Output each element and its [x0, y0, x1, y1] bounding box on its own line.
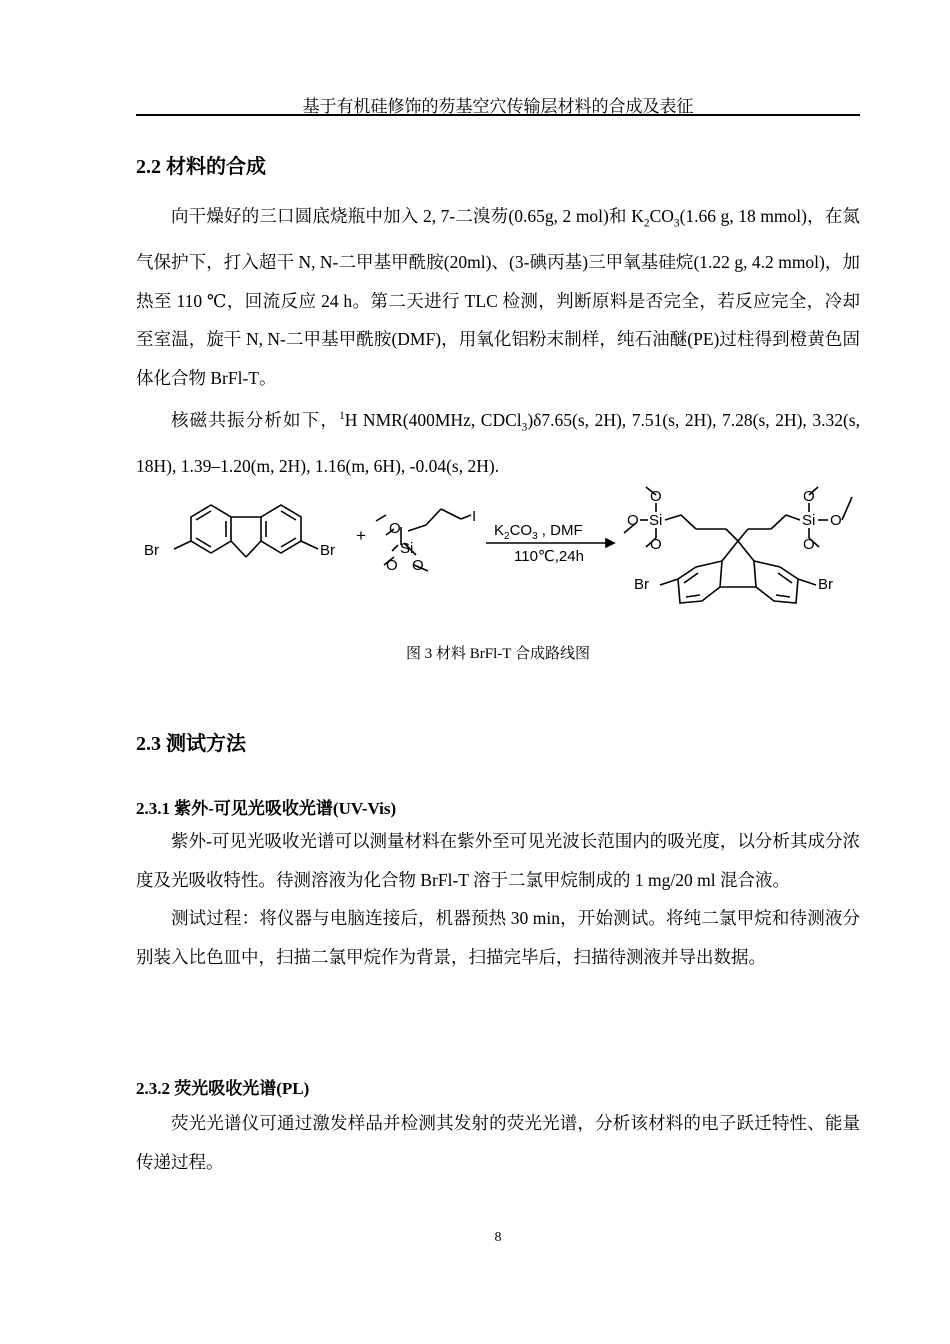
subsection-heading-2-3-1: 2.3.1 紫外-可见光吸收光谱(UV-Vis): [136, 799, 397, 818]
iodine-label: I: [472, 508, 477, 525]
o-label: O: [627, 512, 639, 529]
uv-vis-procedure: 测试过程：将仪器与电脑连接后，机器预热 30 min，开始测试。将纯二氯甲烷和待测液分别装入比色皿中，扫描二氯甲烷作为背景，扫描完毕后，扫描待测液并导出数据。: [136, 908, 860, 967]
o-label: O: [803, 488, 815, 505]
subsection-heading-2-3-2: 2.3.2 荧光吸收光谱(PL): [136, 1079, 310, 1098]
si-label: Si: [649, 512, 663, 529]
uv-vis-paragraphs: [136, 822, 860, 976]
header-rule: [136, 114, 860, 116]
o-label: O: [389, 520, 401, 537]
pl-paragraph: [136, 1104, 860, 1181]
figure-caption: 图 3 材料 BrFl-T 合成路线图: [406, 646, 590, 662]
page-number: 8: [494, 1230, 502, 1245]
section-heading-2-2: 2.2 材料的合成: [136, 156, 266, 178]
pl-intro: 荧光光谱仪可通过激发样品并检测其发射的荧光光谱，分析该材料的电子跃迁特性、能量传递过程。: [136, 1113, 860, 1172]
o-label: O: [803, 536, 815, 553]
reagent-label: $K_2CO_3$ , DMF: [494, 522, 583, 542]
nmr-text: 核磁共振分析如下，$^1$H NMR(400MHz, CDCl$_3$)δ7.65(s, 2H), 7.51(s, 2H), 7.28(s, 2H), 3.32(s, 18H), 1.39–1.20(m, 2H), 1.16(m, 6H), -0.04(s, 2H).: [136, 409, 860, 476]
synthesis-text: 向干燥好的三口圆底烧瓶中加入 2, 7-二溴芴(0.65g, 2 mol)和 $K_2CO_3(1.66$ g, 18 mmol)，在氮气保护下，打入超干 N, N-二甲基甲酰胺(20ml)、(3-碘丙基)三甲氧基硅烷(1.22 g, 4.2 mmol)，加热至 110 ℃，回流反应 24 h。第二天进行 TLC 检测，判断原料是否完全，若反应完全，冷却至室温，旋干 N, N-二甲基甲酰胺(DMF)，用氧化铝粉末制样，纯石油醚(PE)过柱得到橙黄色固体化合物 BrFl-T。: [136, 206, 860, 388]
br-label-product-right: Br: [818, 576, 833, 593]
o-label: O: [412, 557, 424, 574]
uv-vis-intro: 紫外-可见光吸收光谱可以测量材料在紫外至可见光波长范围内的吸光度，以分析其成分浓度及光吸收特性。待测溶液为化合物 BrFl-T 溶于二氯甲烷制成的 1 mg/20 ml 混合液。: [136, 831, 860, 890]
reaction-scheme: [136, 475, 860, 635]
br-label-product-left: Br: [634, 576, 649, 593]
synthesis-paragraph: [136, 197, 860, 485]
plus-sign: +: [356, 526, 366, 545]
br-label-right: Br: [320, 542, 335, 559]
si-label: Si: [802, 512, 816, 529]
running-header: 基于有机硅修饰的芴基空穴传输层材料的合成及表征: [302, 97, 694, 116]
o-label: O: [830, 512, 842, 529]
o-label: O: [650, 536, 662, 553]
si-label: Si: [400, 540, 414, 557]
o-label: O: [650, 488, 662, 505]
br-label-left: Br: [144, 542, 159, 559]
section-heading-2-3: 2.3 测试方法: [136, 733, 246, 755]
conditions-label: 110℃,24h: [514, 548, 584, 565]
o-label: O: [386, 557, 398, 574]
